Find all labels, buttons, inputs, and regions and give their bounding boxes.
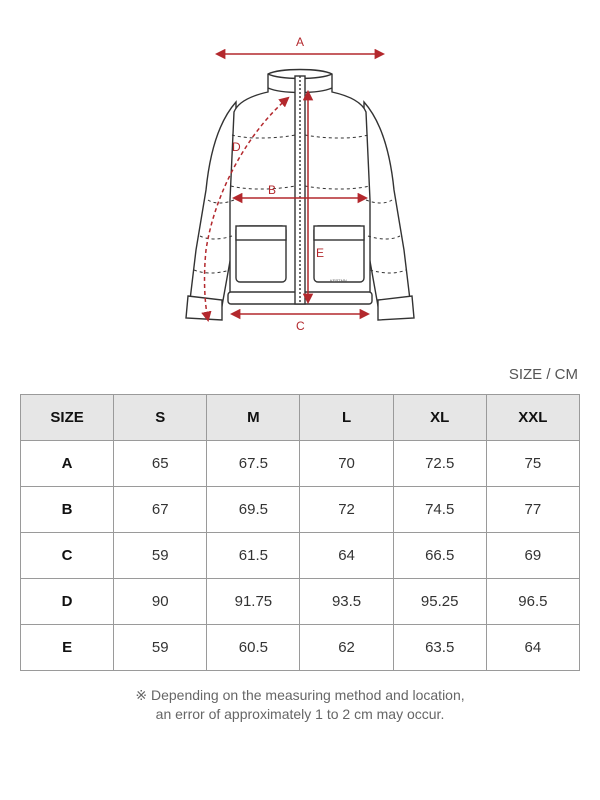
header-size: SIZE	[21, 395, 114, 441]
table-row	[21, 487, 580, 533]
row-label: C	[21, 533, 114, 579]
header-l: L	[300, 395, 393, 441]
table-cell: 64	[486, 625, 579, 671]
table-cell: 96.5	[486, 579, 579, 625]
label-c: C	[296, 319, 305, 333]
label-a: A	[296, 35, 305, 49]
row-label: E	[21, 625, 114, 671]
table-cell: 93.5	[300, 579, 393, 625]
table-cell: 72	[300, 487, 393, 533]
table-cell: 64	[300, 533, 393, 579]
table-cell: 62	[300, 625, 393, 671]
table-header-row	[21, 395, 580, 441]
table-cell: 95.25	[393, 579, 486, 625]
label-e: E	[316, 246, 325, 260]
header-s: S	[114, 395, 207, 441]
label-d: D	[232, 140, 241, 154]
table-cell: 67	[114, 487, 207, 533]
row-label: A	[21, 441, 114, 487]
table-cell: 74.5	[393, 487, 486, 533]
table-row	[21, 625, 580, 671]
table-row	[21, 533, 580, 579]
size-chart-table	[20, 394, 580, 671]
label-b: B	[268, 183, 277, 197]
header-xxl: XXL	[486, 395, 579, 441]
measurement-note	[0, 686, 600, 724]
header-xl: XL	[393, 395, 486, 441]
table-cell: 65	[114, 441, 207, 487]
table-cell: 70	[300, 441, 393, 487]
jacket-outline	[186, 70, 414, 321]
table-cell: 59	[114, 533, 207, 579]
brand-tag: KERTMN	[330, 278, 347, 283]
table-cell: 90	[114, 579, 207, 625]
table-cell: 61.5	[207, 533, 300, 579]
unit-label: SIZE / CM	[508, 366, 578, 383]
table-cell: 63.5	[393, 625, 486, 671]
row-label: D	[21, 579, 114, 625]
table-row	[21, 441, 580, 487]
jacket-measurement-diagram	[0, 0, 600, 345]
table-cell: 66.5	[393, 533, 486, 579]
table-cell: 60.5	[207, 625, 300, 671]
table-cell: 67.5	[207, 441, 300, 487]
table-cell: 91.75	[207, 579, 300, 625]
table-cell: 75	[486, 441, 579, 487]
table-cell: 69	[486, 533, 579, 579]
table-cell: 72.5	[393, 441, 486, 487]
header-m: M	[207, 395, 300, 441]
table-row	[21, 579, 580, 625]
table-cell: 77	[486, 487, 579, 533]
row-label: B	[21, 487, 114, 533]
table-cell: 59	[114, 625, 207, 671]
table-cell: 69.5	[207, 487, 300, 533]
note-line-1: ※ Depending on the measuring method and location,	[135, 687, 465, 703]
note-line-2: an error of approximately 1 to 2 cm may occur.	[155, 706, 445, 722]
